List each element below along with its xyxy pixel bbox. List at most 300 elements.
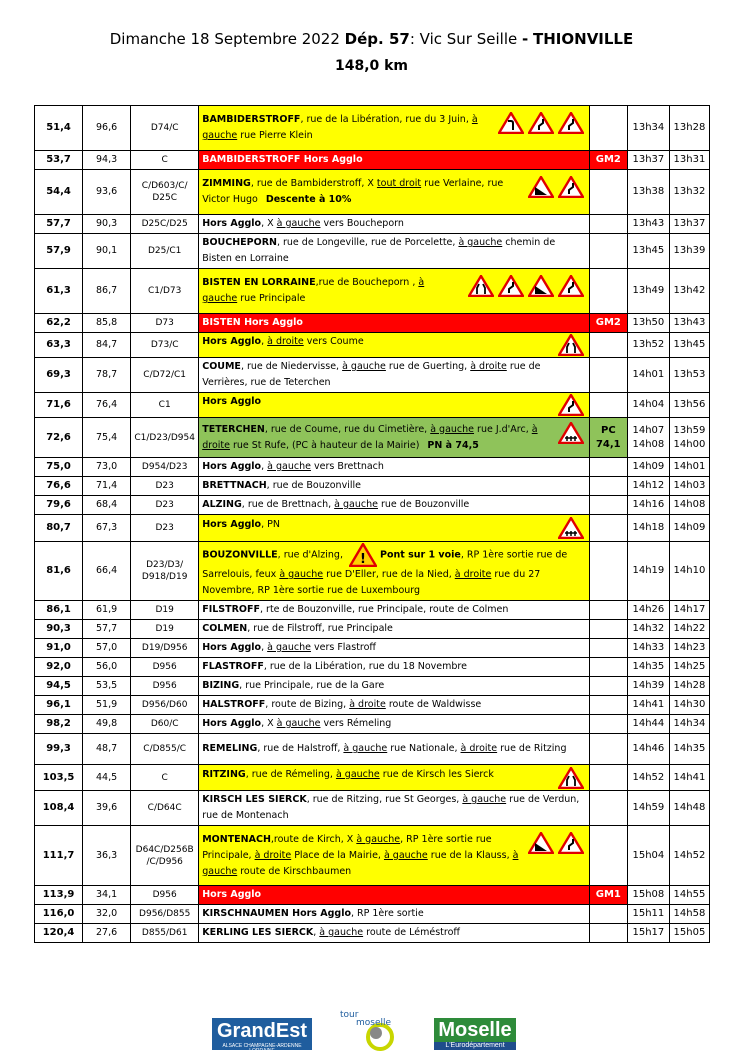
road-cell: D23 bbox=[131, 477, 199, 496]
time-fast-cell: 14h26 bbox=[627, 601, 669, 620]
description-text: , à droite vers Coume bbox=[261, 336, 364, 347]
description-text: , rue de la Libération, rue du 3 Juin, à gauche rue Pierre Klein bbox=[202, 114, 478, 141]
description-text: , à gauche vers Flastroff bbox=[261, 642, 376, 653]
remaining-km-cell: 85,8 bbox=[83, 314, 131, 333]
remaining-km-cell: 34,1 bbox=[83, 886, 131, 905]
road-cell: D956 bbox=[131, 658, 199, 677]
gm-cell: GM1 bbox=[589, 886, 627, 905]
time-fast-cell: 13h50 bbox=[627, 314, 669, 333]
description-text: , rue de Ritzing, rue St Georges, à gauche rue de Verdun, rue de Montenach bbox=[202, 794, 580, 821]
table-row bbox=[35, 639, 710, 658]
level-crossing-sign bbox=[558, 422, 584, 444]
time-slow-cell: 14h25 bbox=[669, 658, 709, 677]
place-name: Hors Agglo bbox=[202, 396, 262, 407]
place-name: COLMEN bbox=[202, 623, 248, 634]
place-name: ZIMMING bbox=[202, 178, 251, 189]
table-row bbox=[35, 791, 710, 826]
km-cell: 113,9 bbox=[35, 886, 83, 905]
remaining-km-cell: 49,8 bbox=[83, 715, 131, 734]
remaining-km-cell: 48,7 bbox=[83, 734, 131, 765]
note-text: Pont sur 1 voie bbox=[380, 549, 461, 561]
gm-cell bbox=[589, 924, 627, 943]
itinerary-description bbox=[199, 269, 590, 314]
place-name: KIRSCH LES SIERCK bbox=[202, 794, 307, 805]
remaining-km-cell: 56,0 bbox=[83, 658, 131, 677]
table-row bbox=[35, 765, 710, 791]
table-row bbox=[35, 905, 710, 924]
road-signs bbox=[466, 275, 586, 297]
time-fast-cell: 14h01 bbox=[627, 358, 669, 393]
itinerary-description bbox=[199, 826, 590, 886]
remaining-km-cell: 86,7 bbox=[83, 269, 131, 314]
km-cell: 57,9 bbox=[35, 234, 83, 269]
km-cell: 63,3 bbox=[35, 333, 83, 358]
sponsor-logos bbox=[0, 1010, 743, 1054]
road-cell: D60/C bbox=[131, 715, 199, 734]
gm-cell bbox=[589, 677, 627, 696]
gm-cell bbox=[589, 234, 627, 269]
time-slow-cell: 14h23 bbox=[669, 639, 709, 658]
km-cell: 91,0 bbox=[35, 639, 83, 658]
time-fast-cell: 14h35 bbox=[627, 658, 669, 677]
itinerary-description bbox=[199, 696, 590, 715]
time-fast-cell: 14h04 bbox=[627, 393, 669, 418]
place-name: BISTEN EN LORRAINE bbox=[202, 277, 316, 288]
gm-cell bbox=[589, 515, 627, 542]
gm-cell bbox=[589, 639, 627, 658]
remaining-km-cell: 90,1 bbox=[83, 234, 131, 269]
road-cell: C/D603/C/ D25C bbox=[131, 170, 199, 215]
km-cell: 62,2 bbox=[35, 314, 83, 333]
km-cell: 79,6 bbox=[35, 496, 83, 515]
place-name: BAMBIDERSTROFF Hors Agglo bbox=[202, 154, 363, 165]
level-crossing-sign bbox=[558, 517, 584, 539]
time-fast-cell: 13h34 bbox=[627, 106, 669, 151]
itinerary-description bbox=[199, 515, 590, 542]
itinerary-description bbox=[199, 715, 590, 734]
itinerary-description bbox=[199, 418, 590, 458]
itinerary-description bbox=[199, 215, 590, 234]
time-slow-cell: 14h30 bbox=[669, 696, 709, 715]
note-text: PN à 74,5 bbox=[427, 439, 479, 451]
itinerary-table bbox=[34, 105, 710, 943]
table-row bbox=[35, 734, 710, 765]
time-fast-cell: 14h18 bbox=[627, 515, 669, 542]
place-name: Hors Agglo bbox=[202, 461, 262, 472]
table-row bbox=[35, 170, 710, 215]
place-name: TETERCHEN bbox=[202, 423, 265, 435]
svg-text:moselle: moselle bbox=[356, 1018, 392, 1028]
table-row bbox=[35, 601, 710, 620]
road-cell: D855/D61 bbox=[131, 924, 199, 943]
gm-cell bbox=[589, 477, 627, 496]
description-text: , X à gauche vers Boucheporn bbox=[261, 218, 404, 229]
place-name: BIZING bbox=[202, 680, 240, 691]
time-fast-cell: 14h09 bbox=[627, 458, 669, 477]
itinerary-description bbox=[199, 234, 590, 269]
road-cell: D956/D60 bbox=[131, 696, 199, 715]
road-cell: D23/D3/ D918/D19 bbox=[131, 542, 199, 601]
double-bend-sign bbox=[558, 394, 584, 416]
itinerary-description bbox=[199, 393, 590, 418]
road-signs bbox=[556, 517, 586, 539]
place-name: RITZING bbox=[202, 768, 246, 780]
double-bend-sign bbox=[558, 112, 584, 134]
remaining-km-cell: 57,7 bbox=[83, 620, 131, 639]
time-fast-cell: 15h11 bbox=[627, 905, 669, 924]
place-name: ALZING bbox=[202, 499, 242, 510]
place-name: BAMBIDERSTROFF bbox=[202, 114, 301, 125]
time-slow-cell: 15h05 bbox=[669, 924, 709, 943]
time-fast-cell: 13h37 bbox=[627, 151, 669, 170]
gm-cell bbox=[589, 765, 627, 791]
double-bend-sign bbox=[558, 832, 584, 854]
gm-cell bbox=[589, 601, 627, 620]
km-cell: 86,1 bbox=[35, 601, 83, 620]
km-cell: 120,4 bbox=[35, 924, 83, 943]
time-slow-cell: 14h10 bbox=[669, 542, 709, 601]
road-signs bbox=[556, 334, 586, 356]
road-cell: C1 bbox=[131, 393, 199, 418]
description-text: , rue de Bambiderstroff, X tout droit rue Verlaine, rue Victor Hugo bbox=[202, 178, 504, 205]
gm-cell bbox=[589, 393, 627, 418]
description-text: , rue de Halstroff, à gauche rue Nationale, à droite rue de Ritzing bbox=[257, 743, 567, 754]
remaining-km-cell: 61,9 bbox=[83, 601, 131, 620]
time-slow-cell: 14h55 bbox=[669, 886, 709, 905]
note-text: Descente à 10% bbox=[265, 194, 352, 205]
itinerary-description bbox=[199, 458, 590, 477]
steep-descent-sign bbox=[528, 275, 554, 297]
remaining-km-cell: 78,7 bbox=[83, 358, 131, 393]
place-name: COUME bbox=[202, 361, 241, 372]
road-cell: D25/C1 bbox=[131, 234, 199, 269]
time-slow-cell: 14h34 bbox=[669, 715, 709, 734]
gm-cell bbox=[589, 826, 627, 886]
time-slow-cell: 14h41 bbox=[669, 765, 709, 791]
road-cell: D19 bbox=[131, 620, 199, 639]
km-cell: 103,5 bbox=[35, 765, 83, 791]
description-text: , rte de Bouzonville, rue Principale, route de Colmen bbox=[260, 604, 509, 615]
road-cell: C1/D23/D954 bbox=[131, 418, 199, 458]
place-name: Hors Agglo bbox=[202, 642, 262, 653]
table-row bbox=[35, 924, 710, 943]
time-slow-cell: 13h42 bbox=[669, 269, 709, 314]
km-cell: 75,0 bbox=[35, 458, 83, 477]
road-signs bbox=[526, 832, 586, 854]
time-fast-cell: 14h46 bbox=[627, 734, 669, 765]
table-row bbox=[35, 418, 710, 458]
description-text: , PN bbox=[261, 519, 280, 530]
itinerary-description bbox=[199, 477, 590, 496]
time-slow-cell: 13h59 14h00 bbox=[669, 418, 709, 458]
table-row bbox=[35, 106, 710, 151]
place-name: KERLING LES SIERCK bbox=[202, 927, 314, 938]
road-cell: D954/D23 bbox=[131, 458, 199, 477]
svg-text:tour: tour bbox=[340, 1010, 359, 1020]
km-cell: 71,6 bbox=[35, 393, 83, 418]
road-signs bbox=[556, 767, 586, 789]
remaining-km-cell: 53,5 bbox=[83, 677, 131, 696]
description-text: , rue de Filstroff, rue Principale bbox=[247, 623, 393, 634]
gm-cell bbox=[589, 620, 627, 639]
table-row bbox=[35, 314, 710, 333]
gm-cell: GM2 bbox=[589, 314, 627, 333]
time-fast-cell: 15h17 bbox=[627, 924, 669, 943]
km-cell: 111,7 bbox=[35, 826, 83, 886]
description-text: , rue de Longeville, rue de Porcelette, à gauche chemin de Bisten en Lorraine bbox=[202, 237, 556, 264]
total-distance: 148,0 km bbox=[334, 58, 409, 74]
description-text: , rue Principale, rue de la Gare bbox=[239, 680, 385, 691]
description-text: , rue de la Libération, rue du 18 Novembre bbox=[263, 661, 467, 672]
place-name: MONTENACH bbox=[202, 833, 271, 845]
km-cell: 53,7 bbox=[35, 151, 83, 170]
description-text: , rue de Rémeling, à gauche rue de Kirsch les Sierck bbox=[245, 768, 494, 780]
steep-descent-sign bbox=[528, 832, 554, 854]
table-row bbox=[35, 715, 710, 734]
itinerary-description bbox=[199, 542, 590, 601]
sharp-left-bend-sign bbox=[498, 112, 524, 134]
place-name: HALSTROFF bbox=[202, 699, 266, 710]
itinerary-description bbox=[199, 106, 590, 151]
description-text: , rue de Brettnach, à gauche rue de Bouzonville bbox=[241, 499, 470, 510]
time-fast-cell: 13h38 bbox=[627, 170, 669, 215]
time-fast-cell: 13h49 bbox=[627, 269, 669, 314]
table-row bbox=[35, 826, 710, 886]
remaining-km-cell: 90,3 bbox=[83, 215, 131, 234]
itinerary-description bbox=[199, 677, 590, 696]
road-signs bbox=[556, 394, 586, 416]
km-cell: 90,3 bbox=[35, 620, 83, 639]
time-slow-cell: 14h03 bbox=[669, 477, 709, 496]
km-cell: 99,3 bbox=[35, 734, 83, 765]
time-slow-cell: 13h32 bbox=[669, 170, 709, 215]
road-cell: D23 bbox=[131, 515, 199, 542]
place-name: KIRSCHNAUMEN Hors Agglo bbox=[202, 908, 351, 919]
gm-cell bbox=[589, 358, 627, 393]
gm-cell bbox=[589, 905, 627, 924]
table-row bbox=[35, 515, 710, 542]
table-row bbox=[35, 458, 710, 477]
remaining-km-cell: 71,4 bbox=[83, 477, 131, 496]
gm-cell bbox=[589, 333, 627, 358]
road-cell: D956 bbox=[131, 886, 199, 905]
table-row bbox=[35, 234, 710, 269]
time-slow-cell: 14h09 bbox=[669, 515, 709, 542]
road-cell: D19/D956 bbox=[131, 639, 199, 658]
description-text: , rue de Coume, rue du Cimetière, à gauche rue J.d'Arc, à droite rue St Rufe, (PC à hauteur de la Mairie) bbox=[202, 423, 538, 451]
gm-cell bbox=[589, 658, 627, 677]
description-text: , X à gauche vers Rémeling bbox=[261, 718, 392, 729]
time-fast-cell: 14h52 bbox=[627, 765, 669, 791]
time-slow-cell: 13h43 bbox=[669, 314, 709, 333]
place-name: FILSTROFF bbox=[202, 604, 260, 615]
grand-est-logo: GrandEst ALSACE CHAMPAGNE-ARDENNE LORRAINE bbox=[212, 1018, 312, 1050]
km-cell: 72,6 bbox=[35, 418, 83, 458]
road-signs bbox=[496, 112, 586, 134]
time-slow-cell: 14h52 bbox=[669, 826, 709, 886]
time-slow-cell: 14h58 bbox=[669, 905, 709, 924]
remaining-km-cell: 67,3 bbox=[83, 515, 131, 542]
time-fast-cell: 15h04 bbox=[627, 826, 669, 886]
itinerary-description bbox=[199, 658, 590, 677]
remaining-km-cell: 44,5 bbox=[83, 765, 131, 791]
road-signs bbox=[556, 422, 586, 444]
double-bend-sign bbox=[528, 112, 554, 134]
road-cell: D956/D855 bbox=[131, 905, 199, 924]
table-row bbox=[35, 620, 710, 639]
remaining-km-cell: 51,9 bbox=[83, 696, 131, 715]
time-fast-cell: 15h08 bbox=[627, 886, 669, 905]
time-slow-cell: 14h17 bbox=[669, 601, 709, 620]
road-signs bbox=[526, 176, 586, 198]
road-cell: D74/C bbox=[131, 106, 199, 151]
gm-cell: PC 74,1 bbox=[589, 418, 627, 458]
description-text: ,route de Kirch, X à gauche, RP 1ère sortie rue Principale, à droite Place de la Mairie, à gauche rue de la Klauss, à gauche route de Kirschbaumen bbox=[202, 833, 519, 877]
table-row bbox=[35, 269, 710, 314]
gm-cell bbox=[589, 496, 627, 515]
gm-cell bbox=[589, 734, 627, 765]
remaining-km-cell: 84,7 bbox=[83, 333, 131, 358]
place-name: BRETTNACH bbox=[202, 480, 267, 491]
itinerary-description bbox=[199, 905, 590, 924]
itinerary-description bbox=[199, 620, 590, 639]
km-cell: 81,6 bbox=[35, 542, 83, 601]
remaining-km-cell: 68,4 bbox=[83, 496, 131, 515]
place-name: Hors Agglo bbox=[202, 218, 262, 229]
table-row bbox=[35, 886, 710, 905]
place-name: BOUZONVILLE bbox=[202, 549, 278, 561]
remaining-km-cell: 27,6 bbox=[83, 924, 131, 943]
road-cell: D73 bbox=[131, 314, 199, 333]
time-slow-cell: 14h35 bbox=[669, 734, 709, 765]
km-cell: 69,3 bbox=[35, 358, 83, 393]
table-row bbox=[35, 542, 710, 601]
road-cell: D64C/D256B /C/D956 bbox=[131, 826, 199, 886]
description-text: , à gauche vers Brettnach bbox=[261, 461, 384, 472]
moselle-logo: Moselle L'Eurodépartement bbox=[434, 1018, 516, 1050]
place-name: BISTEN Hors Agglo bbox=[202, 317, 303, 328]
gm-cell bbox=[589, 696, 627, 715]
road-cell: D25C/D25 bbox=[131, 215, 199, 234]
table-row bbox=[35, 677, 710, 696]
svg-text:!: ! bbox=[360, 552, 366, 567]
time-fast-cell: 14h07 14h08 bbox=[627, 418, 669, 458]
place-name: REMELING bbox=[202, 743, 258, 754]
itinerary-description bbox=[199, 886, 590, 905]
remaining-km-cell: 73,0 bbox=[83, 458, 131, 477]
route-from: Vic Sur Seille bbox=[419, 30, 518, 48]
road-cell: D73/C bbox=[131, 333, 199, 358]
time-slow-cell: 13h45 bbox=[669, 333, 709, 358]
gm-cell bbox=[589, 170, 627, 215]
itinerary-description bbox=[199, 765, 590, 791]
time-fast-cell: 14h16 bbox=[627, 496, 669, 515]
gm-cell bbox=[589, 269, 627, 314]
time-fast-cell: 14h39 bbox=[627, 677, 669, 696]
double-bend-sign bbox=[558, 176, 584, 198]
remaining-km-cell: 94,3 bbox=[83, 151, 131, 170]
itinerary-description bbox=[199, 333, 590, 358]
table-row bbox=[35, 151, 710, 170]
time-fast-cell: 14h12 bbox=[627, 477, 669, 496]
table-row bbox=[35, 358, 710, 393]
km-cell: 92,0 bbox=[35, 658, 83, 677]
description-text: , rue de Niedervisse, à gauche rue de Guerting, à droite rue de Verrières, rue de Teterchen bbox=[202, 361, 541, 388]
itinerary-description bbox=[199, 791, 590, 826]
time-slow-cell: 13h28 bbox=[669, 106, 709, 151]
itinerary-description bbox=[199, 924, 590, 943]
page-title: Dimanche 18 Septembre 2022 Dép. 57: Vic Sur Seille - THIONVILLE bbox=[109, 30, 634, 48]
time-fast-cell: 14h32 bbox=[627, 620, 669, 639]
remaining-km-cell: 93,6 bbox=[83, 170, 131, 215]
itinerary-description bbox=[199, 358, 590, 393]
road-cell: C bbox=[131, 765, 199, 791]
road-cell: C/D72/C1 bbox=[131, 358, 199, 393]
road-cell: C/D855/C bbox=[131, 734, 199, 765]
table-row bbox=[35, 496, 710, 515]
time-slow-cell: 14h28 bbox=[669, 677, 709, 696]
time-slow-cell: 13h39 bbox=[669, 234, 709, 269]
remaining-km-cell: 39,6 bbox=[83, 791, 131, 826]
race-date: Dimanche 18 Septembre 2022 bbox=[109, 30, 340, 48]
road-cell: D19 bbox=[131, 601, 199, 620]
km-cell: 54,4 bbox=[35, 170, 83, 215]
route-to: THIONVILLE bbox=[533, 30, 634, 48]
road-cell: D23 bbox=[131, 496, 199, 515]
time-fast-cell: 14h59 bbox=[627, 791, 669, 826]
warning-icon bbox=[349, 543, 377, 567]
gm-cell bbox=[589, 791, 627, 826]
time-slow-cell: 13h53 bbox=[669, 358, 709, 393]
time-slow-cell: 14h48 bbox=[669, 791, 709, 826]
gm-cell bbox=[589, 458, 627, 477]
description-text: , rue d'Alzing, bbox=[277, 549, 343, 561]
gm-cell bbox=[589, 215, 627, 234]
remaining-km-cell: 96,6 bbox=[83, 106, 131, 151]
km-cell: 51,4 bbox=[35, 106, 83, 151]
place-name: BOUCHEPORN bbox=[202, 237, 277, 248]
road-narrows-sign bbox=[558, 334, 584, 356]
time-fast-cell: 14h19 bbox=[627, 542, 669, 601]
km-cell: 116,0 bbox=[35, 905, 83, 924]
remaining-km-cell: 57,0 bbox=[83, 639, 131, 658]
time-slow-cell: 14h08 bbox=[669, 496, 709, 515]
km-cell: 61,3 bbox=[35, 269, 83, 314]
km-cell: 94,5 bbox=[35, 677, 83, 696]
table-row bbox=[35, 658, 710, 677]
description-text: , route de Bizing, à droite route de Waldwisse bbox=[265, 699, 482, 710]
itinerary-description bbox=[199, 151, 590, 170]
km-cell: 98,2 bbox=[35, 715, 83, 734]
table-row bbox=[35, 696, 710, 715]
time-slow-cell: 13h37 bbox=[669, 215, 709, 234]
itinerary-description bbox=[199, 170, 590, 215]
time-fast-cell: 13h43 bbox=[627, 215, 669, 234]
description-text: , RP 1ère sortie bbox=[350, 908, 424, 919]
itinerary-description bbox=[199, 314, 590, 333]
gm-cell bbox=[589, 106, 627, 151]
remaining-km-cell: 32,0 bbox=[83, 905, 131, 924]
gm-cell: GM2 bbox=[589, 151, 627, 170]
road-narrows-sign bbox=[468, 275, 494, 297]
time-fast-cell: 13h45 bbox=[627, 234, 669, 269]
double-bend-sign bbox=[498, 275, 524, 297]
itinerary-description bbox=[199, 601, 590, 620]
remaining-km-cell: 66,4 bbox=[83, 542, 131, 601]
itinerary-description bbox=[199, 734, 590, 765]
time-slow-cell: 14h01 bbox=[669, 458, 709, 477]
description-text-2: , RP 1ère sortie rue de Sarrelouis, feux à gauche rue D'Eller, rue de la Nied, à droite rue du 27 Novembre, RP 1ère sortie rue de Luxembourg bbox=[202, 549, 568, 596]
